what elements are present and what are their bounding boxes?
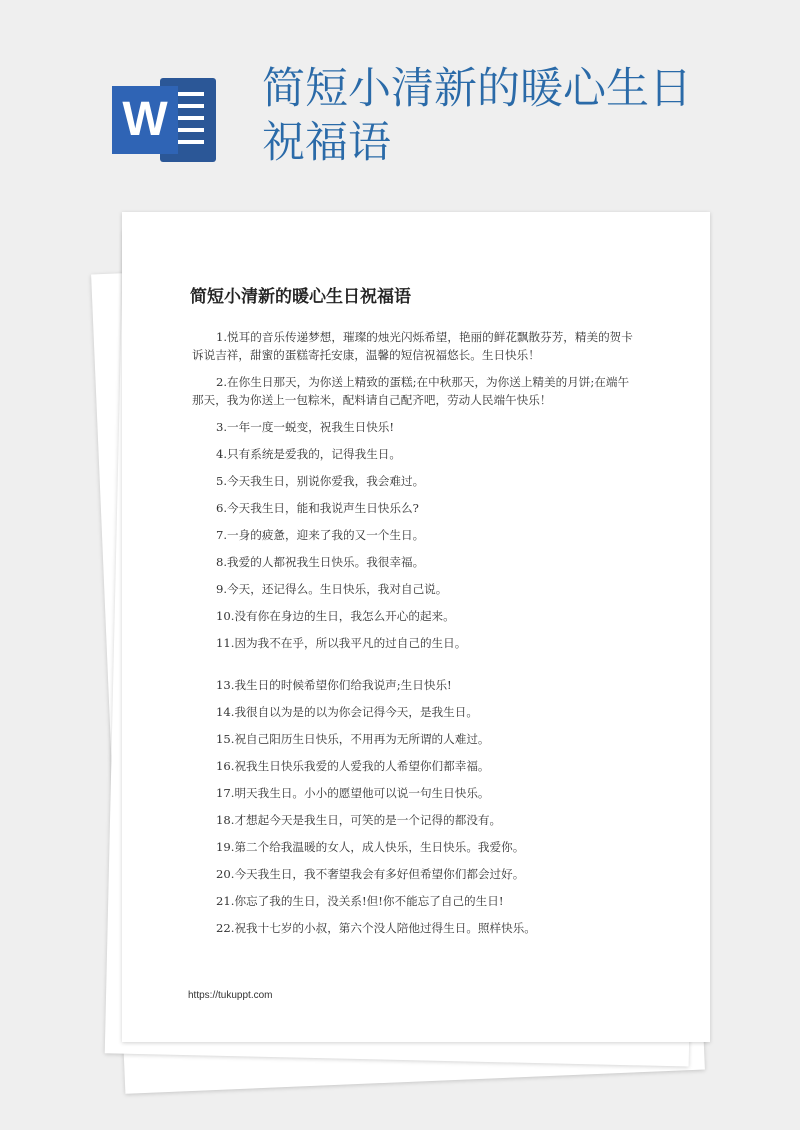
wish-list — [192, 328, 640, 946]
list-item: 22.祝我十七岁的小叔，第六个没人陪他过得生日。照样快乐。 — [216, 921, 536, 935]
list-item: 9.今天，还记得么。生日快乐，我对自己说。 — [216, 582, 448, 596]
list-item: 11.因为我不在乎，所以我平凡的过自己的生日。 — [216, 636, 467, 650]
list-item: 5.今天我生日，别说你爱我，我会难过。 — [216, 474, 425, 488]
document-title: 简短小清新的暖心生日祝福语 — [190, 287, 411, 307]
list-item: 1.悦耳的音乐传递梦想，璀璨的烛光闪烁希望，艳丽的鲜花飘散芬芳，精美的贺卡诉说吉祥，甜蜜的蛋糕寄托安康，温馨的短信祝福悠长。生日快乐！ — [192, 330, 633, 362]
list-item: 6.今天我生日，能和我说声生日快乐么? — [216, 501, 419, 515]
list-item: 8.我爱的人都祝我生日快乐。我很幸福。 — [216, 555, 425, 569]
list-item: 21.你忘了我的生日，没关系!但!你不能忘了自己的生日! — [216, 894, 504, 908]
list-item: 17.明天我生日。小小的愿望他可以说一句生日快乐。 — [216, 786, 490, 800]
list-item: 14.我很自以为是的以为你会记得今天，是我生日。 — [216, 705, 478, 719]
list-item: 18.才想起今天是我生日，可笑的是一个记得的都没有。 — [216, 813, 502, 827]
list-item: 15.祝自己阳历生日快乐，不用再为无所谓的人难过。 — [216, 732, 490, 746]
list-item: 4.只有系统是爱我的，记得我生日。 — [216, 447, 401, 461]
list-item: 13.我生日的时候希望你们给我说声;生日快乐! — [216, 678, 452, 692]
word-doc-icon — [112, 78, 216, 162]
list-item: 7.一身的疲惫，迎来了我的又一个生日。 — [216, 528, 425, 542]
page-title: 简短小清新的暖心生日祝福语 — [262, 64, 692, 168]
list-item: 10.没有你在身边的生日，我怎么开心的起来。 — [216, 609, 455, 623]
document-page — [122, 212, 710, 1042]
source-url[interactable]: https://tukuppt.com — [188, 990, 273, 1001]
word-letter-badge: W — [112, 86, 178, 154]
list-item: 16.祝我生日快乐我爱的人爱我的人希望你们都幸福。 — [216, 759, 490, 773]
list-item: 19.第二个给我温暖的女人，成人快乐，生日快乐。我爱你。 — [216, 840, 525, 854]
list-item: 3.一年一度一蜕变，祝我生日快乐! — [216, 420, 395, 434]
list-item: 2.在你生日那天，为你送上精致的蛋糕;在中秋那天，为你送上精美的月饼;在端午那天，我为你送上一包粽米，配料请自己配齐吧，劳动人民端午快乐！ — [192, 375, 630, 407]
list-item: 20.今天我生日，我不奢望我会有多好但希望你们都会过好。 — [216, 867, 525, 881]
